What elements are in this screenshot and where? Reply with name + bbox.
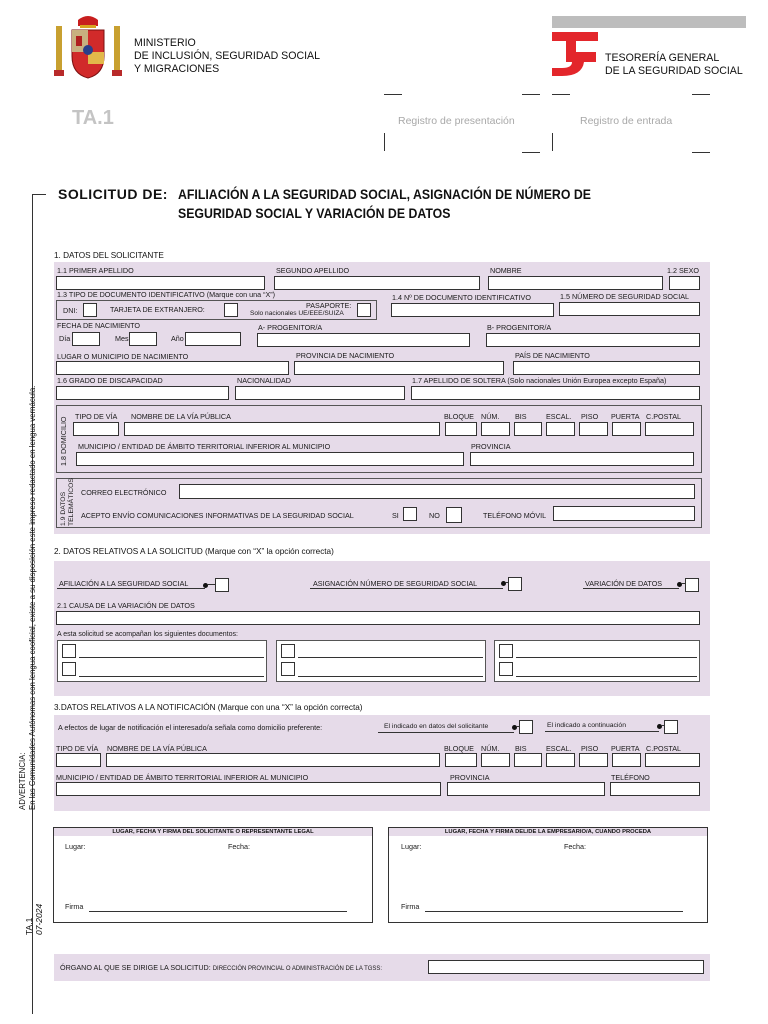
- label-domicilio: 1.8 DOMICILIO: [59, 416, 68, 466]
- label-notif-municipio: MUNICIPIO / ENTIDAD DE ÁMBITO TERRITORIAL INFERIOR AL MUNICIPIO: [56, 773, 309, 782]
- progenitor-b-field[interactable]: [486, 333, 700, 347]
- variacion-underline: [583, 588, 679, 589]
- notif-piso-field[interactable]: [579, 753, 608, 767]
- label-fecha-solicitante: Fecha:: [228, 842, 250, 851]
- ministry-name-line3: Y MIGRACIONES: [134, 63, 220, 75]
- side-form-date: 07-2024: [34, 903, 44, 935]
- tgss-logo: [552, 32, 598, 76]
- variacion-checkbox[interactable]: [685, 578, 699, 592]
- afiliacion-connector-line: [207, 584, 215, 585]
- label-variacion: VARIACIÓN DE DATOS: [585, 579, 663, 588]
- label-firma-solicitante: Firma: [65, 902, 84, 911]
- tipo-via-field[interactable]: [73, 422, 119, 436]
- label-numero-seguridad-social: 1.5 NÚMERO DE SEGURIDAD SOCIAL: [560, 292, 690, 301]
- notif-telefono-field[interactable]: [610, 782, 700, 796]
- telefono-movil-field[interactable]: [553, 506, 695, 521]
- label-notif-escal: ESCAL.: [546, 744, 572, 753]
- section2-title: 2. DATOS RELATIVOS A LA SOLICITUD (Marque con “X” la opción correcta): [54, 547, 334, 556]
- label-apellido-soltera: 1.7 APELLIDO DE SOLTERA (Solo nacionales Unión Europea excepto España): [412, 376, 667, 385]
- label-si: SI: [392, 511, 399, 520]
- segundo-apellido-field[interactable]: [274, 276, 480, 290]
- label-documentos: A esta solicitud se acompañan los siguientes documentos:: [57, 631, 238, 638]
- correo-electronico-field[interactable]: [179, 484, 695, 499]
- notif-provincia-field[interactable]: [447, 782, 605, 796]
- label-causa-variacion: 2.1 CAUSA DE LA VARIACIÓN DE DATOS: [57, 601, 195, 610]
- register-corner-mark: [522, 152, 540, 153]
- label-organo-detail: DIRECCIÓN PROVINCIAL O ADMINISTRACIÓN DE LA TGSS:: [212, 966, 383, 972]
- register-corner-mark: [692, 152, 710, 153]
- side-code: [24, 875, 44, 935]
- num-field[interactable]: [481, 422, 510, 436]
- label-segundo-apellido: SEGUNDO APELLIDO: [276, 266, 350, 275]
- documento-4-line[interactable]: [298, 676, 483, 677]
- label-anio: Año: [171, 334, 184, 343]
- label-telefono-movil: TELÉFONO MÓVIL: [483, 511, 547, 520]
- label-bis: BIS: [515, 412, 527, 421]
- notif-num-field[interactable]: [481, 753, 510, 767]
- notif-tipo-via-field[interactable]: [56, 753, 101, 767]
- label-numero-documento: 1.4 Nº DE DOCUMENTO IDENTIFICATIVO: [392, 293, 531, 302]
- label-notif-puerta: PUERTA: [611, 744, 640, 753]
- documento-1-checkbox[interactable]: [62, 644, 76, 658]
- label-notif-cpostal: C.POSTAL: [646, 744, 682, 753]
- label-tipo-via: TIPO DE VÍA: [75, 412, 118, 421]
- tgss-name-line1: TESORERÍA GENERAL: [605, 52, 720, 64]
- documento-5-line[interactable]: [516, 657, 697, 658]
- form-code: TA.1: [72, 107, 114, 129]
- grado-discapacidad-field[interactable]: [56, 386, 229, 400]
- firma-solicitante-line[interactable]: [89, 911, 347, 912]
- indicado-datos-checkbox[interactable]: [519, 720, 533, 734]
- label-tarjeta-extranjero: TARJETA DE EXTRANJERO:: [110, 305, 205, 314]
- advertencia-title: ADVERTENCIA:: [18, 752, 27, 810]
- section3-title: 3.DATOS RELATIVOS A LA NOTIFICACIÓN (Marque con una “X” la opción correcta): [54, 703, 363, 712]
- label-puerta: PUERTA: [611, 412, 640, 421]
- label-bloque: BLOQUE: [444, 412, 474, 421]
- label-notif-nombre-via: NOMBRE DE LA VÍA PÚBLICA: [107, 744, 207, 753]
- firma-empresario-title: LUGAR, FECHA Y FIRMA DEL/DE LA EMPRESARIO/A, CUANDO PROCEDA: [389, 828, 707, 836]
- register-corner-mark: [384, 94, 402, 95]
- label-notif-provincia: PROVINCIA: [450, 773, 490, 782]
- documento-2-line[interactable]: [79, 676, 264, 677]
- documento-5-checkbox[interactable]: [499, 644, 513, 658]
- label-no: NO: [429, 511, 440, 520]
- afiliacion-checkbox[interactable]: [215, 578, 229, 592]
- label-asignacion: ASIGNACIÓN NÚMERO DE SEGURIDAD SOCIAL: [313, 579, 478, 588]
- causa-variacion-field[interactable]: [56, 611, 700, 625]
- label-organo-title: ÓRGANO AL QUE SE DIRIGE LA SOLICITUD:: [60, 963, 211, 972]
- documento-3-checkbox[interactable]: [281, 644, 295, 658]
- documento-6-checkbox[interactable]: [499, 662, 513, 676]
- label-indicado-datos: El indicado en datos del solicitante: [384, 723, 489, 730]
- label-pais-nacimiento: PAÍS DE NACIMIENTO: [515, 351, 590, 360]
- registro-entrada-label: Registro de entrada: [580, 115, 673, 127]
- numero-seguridad-social-field[interactable]: [559, 302, 700, 316]
- notif-puerta-field[interactable]: [612, 753, 641, 767]
- escal-field[interactable]: [546, 422, 575, 436]
- label-lugar-nacimiento: LUGAR O MUNICIPIO DE NACIMIENTO: [57, 352, 189, 361]
- documento-4-checkbox[interactable]: [281, 662, 295, 676]
- pais-nacimiento-field[interactable]: [513, 361, 700, 375]
- notif-bloque-field[interactable]: [445, 753, 477, 767]
- piso-field[interactable]: [579, 422, 608, 436]
- label-nombre: NOMBRE: [490, 266, 522, 275]
- register-corner-mark: [552, 133, 553, 151]
- label-mes: Mes: [115, 334, 129, 343]
- dni-checkbox[interactable]: [83, 303, 97, 317]
- cpostal-field[interactable]: [645, 422, 694, 436]
- label-nombre-via: NOMBRE DE LA VÍA PÚBLICA: [131, 412, 231, 421]
- label-fecha-nacimiento: FECHA DE NACIMIENTO: [57, 321, 140, 330]
- afiliacion-underline: [57, 588, 205, 589]
- label-provincia-nacimiento: PROVINCIA DE NACIMIENTO: [296, 351, 395, 360]
- firma-empresario-line[interactable]: [425, 911, 683, 912]
- label-notif-piso: PISO: [581, 744, 599, 753]
- label-notif-telefono: TELÉFONO: [611, 773, 650, 782]
- asignacion-underline: [310, 588, 503, 589]
- nacionalidad-field[interactable]: [235, 386, 405, 400]
- section1-title: 1. DATOS DEL SOLICITANTE: [54, 251, 164, 260]
- label-nacionalidad: NACIONALIDAD: [237, 376, 291, 385]
- bis-field[interactable]: [514, 422, 542, 436]
- label-notif-bloque: BLOQUE: [444, 744, 474, 753]
- label-efectos-notificacion: A efectos de lugar de notificación el interesado/a señala como domicilio preferente:: [58, 723, 323, 732]
- label-notif-num: NÚM.: [481, 744, 500, 753]
- title-line1: AFILIACIÓN A LA SEGURIDAD SOCIAL, ASIGNACIÓN DE NÚMERO DE: [178, 186, 591, 202]
- dia-field[interactable]: [72, 332, 100, 346]
- label-municipio: MUNICIPIO / ENTIDAD DE ÁMBITO TERRITORIAL INFERIOR AL MUNICIPIO: [78, 442, 331, 451]
- documento-3-line[interactable]: [298, 657, 483, 658]
- acepto-si-checkbox[interactable]: [403, 507, 417, 521]
- apellido-soltera-field[interactable]: [411, 386, 700, 400]
- label-notif-tipo-via: TIPO DE VÍA: [56, 744, 99, 753]
- provincia-field[interactable]: [470, 452, 694, 466]
- label-indicado-continuacion: El indicado a continuación: [547, 722, 626, 729]
- label-organo: [60, 964, 382, 973]
- acepto-no-checkbox[interactable]: [446, 507, 462, 523]
- notif-cpostal-field[interactable]: [645, 753, 700, 767]
- label-dni: DNI:: [63, 306, 78, 315]
- side-form-code: TA.1: [24, 917, 34, 935]
- puerta-field[interactable]: [612, 422, 641, 436]
- progenitor-a-field[interactable]: [257, 333, 470, 347]
- notif-nombre-via-field[interactable]: [106, 753, 440, 767]
- indicado-datos-underline: [378, 732, 514, 733]
- register-corner-mark: [692, 94, 710, 95]
- tarjeta-extranjero-checkbox[interactable]: [224, 303, 238, 317]
- organo-field[interactable]: [428, 960, 704, 974]
- register-corner-mark: [552, 94, 570, 95]
- documento-1-line[interactable]: [79, 657, 264, 658]
- title-line2: SEGURIDAD SOCIAL Y VARIACIÓN DE DATOS: [178, 205, 451, 221]
- label-grado-discapacidad: 1.6 GRADO DE DISCAPACIDAD: [57, 376, 163, 385]
- asignacion-checkbox[interactable]: [508, 577, 522, 591]
- label-tipo-documento: 1.3 TIPO DE DOCUMENTO IDENTIFICATIVO (Marque con una “X”): [57, 290, 276, 299]
- label-num: NÚM.: [481, 412, 500, 421]
- primer-apellido-field[interactable]: [56, 276, 265, 290]
- pasaporte-checkbox[interactable]: [357, 303, 371, 317]
- label-provincia: PROVINCIA: [471, 442, 511, 451]
- municipio-field[interactable]: [76, 452, 464, 466]
- advertencia-text: [18, 350, 38, 810]
- sexo-field[interactable]: [669, 276, 700, 290]
- label-afiliacion: AFILIACIÓN A LA SEGURIDAD SOCIAL: [59, 579, 189, 588]
- indicado-continuacion-checkbox[interactable]: [664, 720, 678, 734]
- bloque-field[interactable]: [445, 422, 477, 436]
- label-notif-bis: BIS: [515, 744, 527, 753]
- label-lugar-empresario: Lugar:: [401, 842, 422, 851]
- label-cpostal: C.POSTAL: [646, 412, 682, 421]
- tgss-name-line2: DE LA SEGURIDAD SOCIAL: [605, 65, 743, 77]
- registro-presentacion-label: Registro de presentación: [398, 115, 515, 127]
- numero-documento-field[interactable]: [391, 303, 554, 317]
- notif-escal-field[interactable]: [546, 753, 575, 767]
- mes-field[interactable]: [129, 332, 157, 346]
- label-lugar-solicitante: Lugar:: [65, 842, 86, 851]
- label-progenitor-b: B- PROGENITOR/A: [487, 323, 552, 332]
- ministry-name-line2: DE INCLUSIÓN, SEGURIDAD SOCIAL: [134, 50, 321, 62]
- label-datos-telematicos: 1.9 DATOS TELEMÁTICOS: [60, 478, 75, 526]
- firma-solicitante-title: LUGAR, FECHA Y FIRMA DEL SOLICITANTE O REPRESENTANTE LEGAL: [54, 828, 372, 836]
- label-correo-electronico: CORREO ELECTRÓNICO: [81, 488, 167, 497]
- label-dia: Día: [59, 334, 71, 343]
- label-progenitor-a: A- PROGENITOR/A: [258, 323, 323, 332]
- label-sexo: 1.2 SEXO: [667, 266, 699, 275]
- title-prefix: SOLICITUD DE:: [58, 186, 168, 202]
- nombre-via-field[interactable]: [124, 422, 440, 436]
- indicado-continuacion-underline: [545, 731, 659, 732]
- label-fecha-empresario: Fecha:: [564, 842, 586, 851]
- notif-bis-field[interactable]: [514, 753, 542, 767]
- notif-municipio-field[interactable]: [56, 782, 441, 796]
- label-pasaporte: PASAPORTE:: [306, 301, 352, 310]
- documento-2-checkbox[interactable]: [62, 662, 76, 676]
- ministry-name-line1: MINISTERIO: [134, 37, 196, 49]
- firma-empresario-box: [388, 827, 708, 923]
- label-firma-empresario: Firma: [401, 902, 420, 911]
- firma-solicitante-box: [53, 827, 373, 923]
- provincia-nacimiento-field[interactable]: [294, 361, 504, 375]
- documento-6-line[interactable]: [516, 676, 697, 677]
- header-gray-bar: [552, 16, 746, 28]
- nombre-field[interactable]: [488, 276, 663, 290]
- spain-coat-of-arms: [52, 12, 124, 84]
- anio-field[interactable]: [185, 332, 241, 346]
- label-acepto-envio: ACEPTO ENVÍO COMUNICACIONES INFORMATIVAS DE LA SEGURIDAD SOCIAL: [81, 511, 354, 520]
- label-escal: ESCAL.: [546, 412, 572, 421]
- lugar-nacimiento-field[interactable]: [56, 361, 289, 375]
- register-corner-mark: [522, 94, 540, 95]
- label-primer-apellido: 1.1 PRIMER APELLIDO: [57, 266, 134, 275]
- label-pasaporte-note: Solo nacionales UE/EEE/SUIZA: [250, 310, 344, 317]
- label-piso: PISO: [581, 412, 599, 421]
- advertencia-body: En las Comunidades Autónomas con lengua cooficial, existe a su disposición este impreso redactado en lengua vernácula.: [28, 385, 37, 810]
- register-corner-mark: [384, 133, 385, 151]
